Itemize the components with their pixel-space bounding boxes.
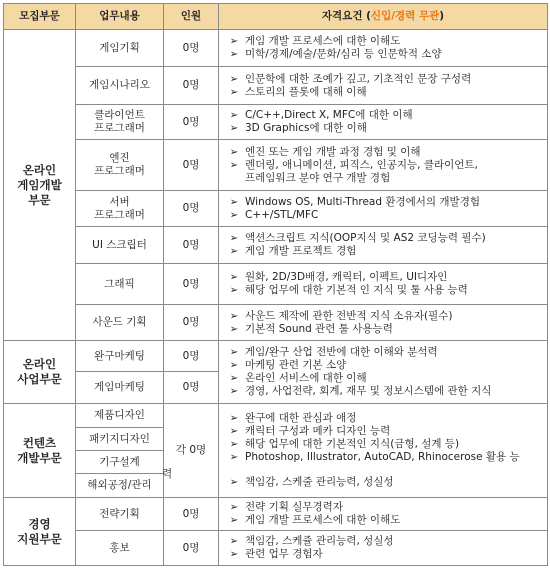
header-task: 업무내용: [76, 4, 164, 30]
task-label: 프로그래머: [94, 165, 145, 177]
requirement-item: ➢ 렌더링, 애니메이션, 피직스, 인공지능, 클라이언트,: [223, 159, 547, 172]
count-cell-shared: [164, 404, 219, 498]
task-label: 엔진: [109, 152, 130, 164]
count-cell: 0명: [164, 531, 219, 566]
task-label: 해외공정/관리: [87, 479, 152, 491]
requirement-item: ➢ 관련 업무 경험자: [223, 548, 547, 561]
dept-content-dev: [4, 404, 76, 498]
recruitment-table: [3, 3, 548, 566]
dept-game-dev: [4, 30, 76, 341]
task-label: 홍보: [109, 541, 130, 554]
task-cell: [76, 404, 164, 428]
requirements-cell: [219, 191, 548, 227]
count-cell: 0명: [164, 30, 219, 67]
requirement-item: ➢ 인문학에 대한 조예가 깊고, 기초적인 문장 구성력: [223, 73, 547, 86]
task-cell: [76, 474, 164, 498]
requirement-item: ➢ 3D Graphics에 대한 이해: [223, 122, 547, 135]
requirements-cell: [219, 67, 548, 105]
requirement-item: ➢ 미학/경제/예술/문화/심리 등 인문학적 소양: [223, 48, 547, 61]
requirements-cell: [219, 341, 548, 404]
count-cell: 0명: [164, 372, 219, 404]
task-cell: [76, 67, 164, 105]
requirements-cell: [219, 227, 548, 264]
task-label: 클라이언트: [94, 109, 145, 121]
dept-label: 온라인: [22, 357, 57, 371]
task-label: 게임마케팅: [94, 381, 145, 393]
task-label: 완구마케팅: [94, 349, 145, 362]
requirement-continuation: 프레임워크 분야 연구 개발 경험: [245, 171, 391, 184]
stray-text: 력: [162, 468, 173, 480]
requirements-cell: [219, 305, 548, 341]
requirement-item: ➢ 원화, 2D/3D배경, 캐릭터, 이펙트, UI디자인: [223, 271, 547, 284]
table-row: [4, 191, 548, 227]
requirement-item: ➢ Windows OS, Multi-Thread 환경에서의 개발경험: [223, 196, 547, 209]
dept-online-business: [4, 341, 76, 404]
task-label: 패키지디자인: [89, 432, 150, 445]
table-row: [4, 305, 548, 341]
task-cell: [76, 305, 164, 341]
dept-label: 온라인: [22, 162, 57, 177]
requirement-item: ➢ 마케팅 관련 기본 소양: [223, 359, 547, 372]
requirements-cell: [219, 498, 548, 531]
task-label: 기구설계: [99, 455, 140, 468]
task-label: 사운드 기획: [92, 316, 147, 328]
task-cell: [76, 191, 164, 227]
dept-label: 부문: [28, 192, 51, 207]
requirement-item: ➢ 게임 개발 프로세스에 대한 이해도: [223, 35, 547, 48]
header-req-prefix: 자격요건 (: [321, 10, 371, 22]
task-label: 프로그래머: [94, 122, 145, 134]
task-label: 게임기획: [99, 41, 140, 54]
requirement-item: ➢ 엔진 또는 게임 개발 과정 경험 및 이해: [223, 146, 547, 159]
requirement-item: ➢ 전략 기획 실무경력자: [223, 501, 547, 514]
dept-management-support: [4, 498, 76, 566]
count-cell: 0명: [164, 341, 219, 372]
requirement-item: ➢ 해당 업무에 대한 기본적인 지식(금형, 설계 등): [223, 438, 547, 451]
task-label: 게임시나리오: [89, 79, 150, 91]
task-label: 프로그래머: [94, 208, 145, 221]
task-cell: [76, 428, 164, 451]
requirement-item: ➢ 온라인 서비스에 대한 이해: [223, 372, 547, 385]
count-cell: 0명: [164, 140, 219, 191]
table-row: [4, 227, 548, 264]
requirements-cell: [219, 531, 548, 566]
requirement-item: ➢ 책임감, 스케줄 관리능력, 성실성: [223, 476, 547, 489]
requirement-item: ➢ 책임감, 스케쥴 관리능력, 성실성: [223, 535, 547, 548]
header-row: [4, 4, 548, 30]
task-label: 전략기획: [99, 507, 140, 520]
spacer: [223, 464, 547, 476]
task-cell: [76, 227, 164, 264]
requirements-cell: [219, 30, 548, 67]
table-row: [4, 30, 548, 67]
requirements-cell: [219, 404, 548, 498]
dept-label: 사업부문: [17, 372, 62, 386]
dept-label: 게임개발: [17, 177, 62, 192]
table-row: [4, 531, 548, 566]
task-cell: [76, 30, 164, 67]
header-count: 인원: [164, 4, 219, 30]
dept-label: 개발부문: [17, 450, 62, 465]
requirement-item: ➢ 해당 업무에 대한 기본적 인 지식 및 툴 사용 능력: [223, 284, 547, 297]
table-row: [4, 498, 548, 531]
dept-label: 컨텐츠: [22, 435, 57, 450]
dept-label: 경영: [28, 516, 51, 531]
table-row: [4, 140, 548, 191]
requirements-cell: [219, 140, 548, 191]
requirements-cell: [219, 105, 548, 140]
header-req-highlight: 신입/경력 무관: [370, 10, 440, 22]
requirement-item: ➢ C++/STL/MFC: [223, 209, 547, 222]
count-label: 각 0명: [175, 444, 207, 456]
task-label: 그래픽: [104, 277, 135, 290]
count-cell: 0명: [164, 264, 219, 305]
requirement-item: ➢ 게임 개발 프로세스에 대한 이해도: [223, 514, 547, 527]
requirement-item: ➢ C/C++,Direct X, MFC에 대한 이해: [223, 109, 547, 122]
task-cell: [76, 140, 164, 191]
requirement-item: ➢ 캐릭터 구성과 메카 디자인 능력: [223, 425, 547, 438]
table-row: [4, 67, 548, 105]
requirement-item: ➢ 사운드 제작에 관한 전반적 지식 소유자(필수): [223, 310, 547, 323]
count-cell: 0명: [164, 305, 219, 341]
header-req-suffix: ): [439, 10, 445, 22]
task-cell: [76, 451, 164, 474]
requirement-item: ➢ 완구에 대한 관심과 애정: [223, 412, 547, 425]
count-cell: 0명: [164, 191, 219, 227]
requirement-item: ➢ 액션스크립트 지식(OOP지식 및 AS2 코딩능력 필수): [223, 232, 547, 245]
count-cell: 0명: [164, 227, 219, 264]
requirement-item: ➢ 기본적 Sound 관련 툴 사용능력: [223, 323, 547, 336]
task-cell: [76, 531, 164, 566]
table-row: [4, 341, 548, 372]
task-cell: [76, 498, 164, 531]
requirement-item: ➢ 게임/완구 산업 전반에 대한 이해와 분석력: [223, 346, 547, 359]
task-label: 제품디자인: [94, 409, 145, 421]
count-cell: 0명: [164, 105, 219, 140]
task-label: UI 스크립터: [92, 238, 147, 251]
requirements-cell: [219, 264, 548, 305]
table-row: [4, 105, 548, 140]
table-row: [4, 264, 548, 305]
dept-label: 지원부문: [17, 531, 62, 546]
requirement-item: ➢ 게임 개발 프로젝트 경험: [223, 245, 547, 258]
requirement-item: ➢ 경영, 사업전략, 회계, 재무 및 정보시스템에 관한 지식: [223, 385, 547, 398]
task-cell: [76, 264, 164, 305]
task-cell: [76, 372, 164, 404]
header-dept: 모집부문: [4, 4, 76, 30]
task-cell: [76, 341, 164, 372]
header-requirements: [219, 4, 548, 30]
count-cell: 0명: [164, 67, 219, 105]
task-cell: [76, 105, 164, 140]
requirement-item: ➢ 스토리의 플롯에 대해 이해: [223, 86, 547, 99]
table-row: [4, 404, 548, 428]
count-cell: 0명: [164, 498, 219, 531]
task-label: 서버: [109, 195, 130, 208]
requirement-item: ➢ Photoshop, Illustrator, AutoCAD, Rhinocerose 활용 능: [223, 451, 547, 464]
